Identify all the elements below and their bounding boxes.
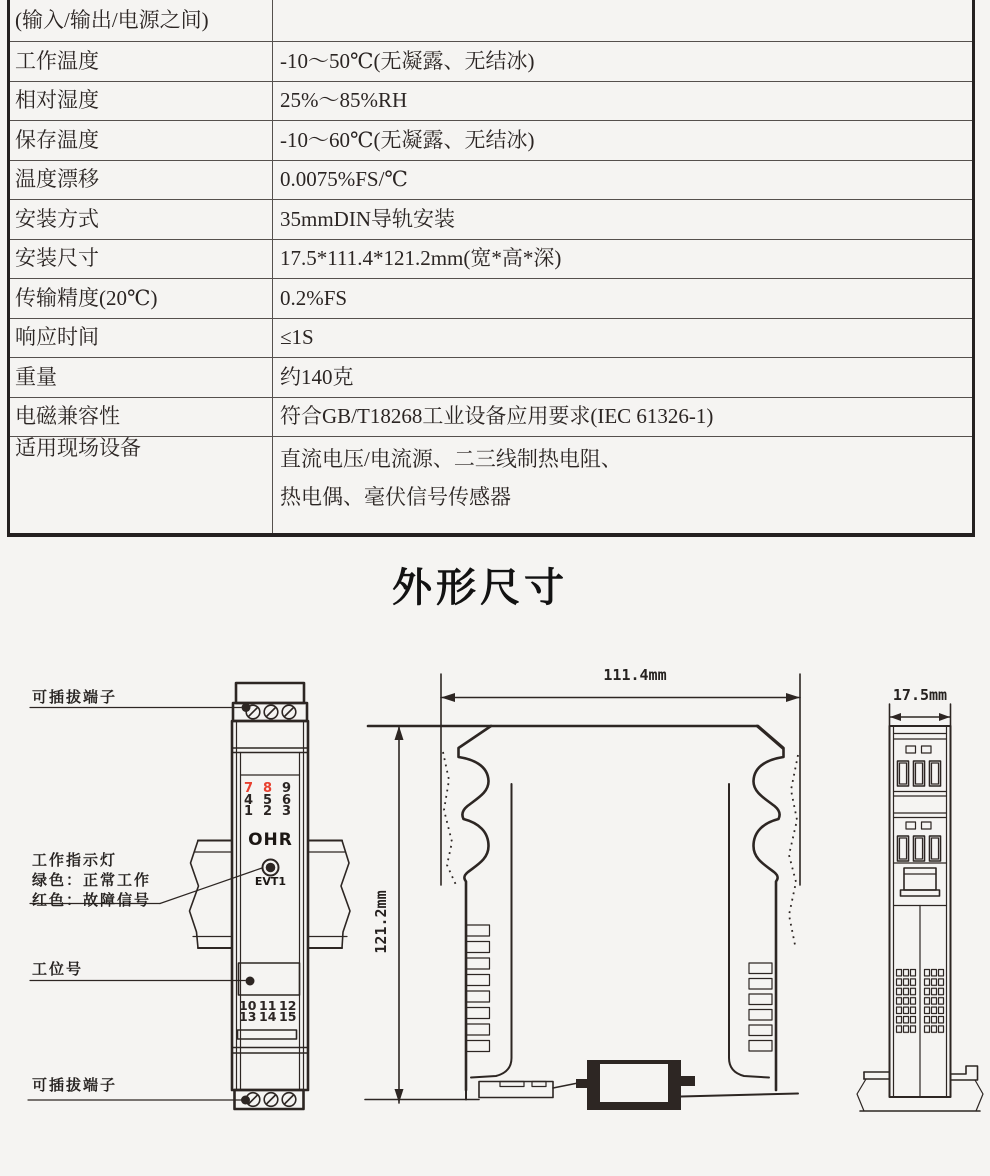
spec-value-line1: 直流电压/电流源、二三线制热电阻、 — [280, 447, 622, 471]
dim-height-label: 121.2mm — [372, 890, 390, 954]
table-row — [10, 81, 972, 121]
table-row — [10, 357, 972, 397]
drawing-lineart — [0, 660, 990, 1176]
spec-label: 传输精度(20℃) — [10, 279, 273, 318]
vent-slots-right — [749, 963, 772, 1051]
terminal-number: 8 — [263, 781, 273, 796]
table-row — [10, 239, 972, 279]
spec-value: 35mmDIN导轨安装 — [280, 206, 455, 231]
bottom-slide-lock — [466, 1081, 588, 1100]
terminal-number: 9 — [282, 781, 292, 796]
table-row — [10, 0, 972, 41]
terminal-number: 10 — [239, 998, 257, 1013]
label-indicator-line1: 工作指示灯 — [32, 851, 118, 869]
spec-label: 响应时间 — [10, 319, 273, 358]
label-indicator-line2: 绿色：正常工作 — [32, 871, 152, 889]
top-tab — [236, 683, 304, 703]
vent-slots-left — [467, 925, 490, 1052]
table-row — [10, 278, 972, 318]
terminal-numbers-bottom — [239, 998, 299, 1024]
terminal-number: 2 — [263, 804, 273, 819]
table-row — [10, 436, 972, 533]
status-led — [266, 863, 276, 873]
table-row — [10, 41, 972, 81]
vent-holes-left — [896, 968, 917, 1034]
spec-value — [273, 0, 972, 41]
spec-label: 温度漂移 — [10, 161, 273, 200]
label-pluggable-terminal-top: 可插拔端子 — [32, 688, 118, 706]
leader-dot-station — [246, 977, 255, 986]
label-indicator-line3: 红色：故障信号 — [32, 891, 152, 909]
spec-label: 保存温度 — [10, 121, 273, 160]
table-row — [10, 397, 972, 437]
dim-depth-lines — [890, 704, 951, 728]
spec-value: 0.0075%FS/℃ — [280, 167, 408, 192]
table-row — [10, 318, 972, 358]
label-pluggable-terminal-bottom: 可插拔端子 — [32, 1076, 118, 1094]
spec-value: 约140克 — [280, 364, 354, 389]
spec-table — [7, 0, 975, 537]
label-holder — [901, 868, 940, 896]
terminal-number: 14 — [259, 1008, 277, 1024]
terminal-number: 1 — [244, 804, 254, 819]
dim-depth-label: 17.5mm — [892, 686, 948, 704]
spec-value — [273, 437, 972, 533]
dotted-terminal-right — [789, 755, 798, 945]
table-row — [10, 199, 972, 239]
spec-label: 工作温度 — [10, 42, 273, 81]
spec-label: 安装方式 — [10, 200, 273, 239]
terminal-number: 15 — [279, 1008, 297, 1024]
leader-dot-bottom — [241, 1096, 250, 1105]
end-view — [857, 704, 983, 1111]
terminal-number: 12 — [279, 998, 297, 1013]
din-rail-right — [308, 841, 350, 949]
dotted-terminal-left — [443, 752, 456, 885]
label-indicator — [32, 850, 151, 910]
spec-value: 17.5*111.4*121.2mm(宽*高*深) — [280, 246, 562, 271]
spec-value-line2: 热电偶、毫伏信号传感器 — [280, 485, 511, 509]
terminal-section-lower — [894, 813, 947, 863]
spec-value: 符合GB/T18268工业设备应用要求(IEC 61326-1) — [280, 404, 714, 429]
spec-value: -10～60℃(无凝露、无结冰) — [280, 127, 535, 152]
terminal-number: 13 — [239, 1008, 257, 1024]
terminal-numbers-top — [244, 783, 294, 818]
spec-label: 重量 — [10, 358, 273, 397]
table-row — [10, 160, 972, 200]
spec-value: 25%～85%RH — [280, 88, 408, 113]
terminal-number: 11 — [259, 998, 277, 1013]
led-label: EVT1 — [254, 875, 287, 888]
dimension-diagram — [0, 660, 990, 1176]
terminal-number: 5 — [263, 792, 273, 808]
terminal-number: 3 — [282, 804, 292, 819]
vent-holes-right — [924, 968, 945, 1034]
table-row — [10, 120, 972, 160]
brand-logo: OHR — [248, 830, 293, 850]
spec-label: 相对湿度 — [10, 82, 273, 121]
spec-label: 电磁兼容性 — [10, 398, 273, 437]
spec-value: 0.2%FS — [280, 285, 348, 310]
spec-value: ≤1S — [280, 325, 314, 350]
spec-label: (输入/输出/电源之间) — [10, 0, 273, 41]
spec-label: 安装尺寸 — [10, 240, 273, 279]
terminal-section-upper — [894, 746, 947, 796]
spec-label: 适用现场设备 — [10, 437, 273, 533]
spec-value: -10～50℃(无凝露、无结冰) — [280, 48, 535, 73]
din-clip — [576, 1060, 695, 1110]
bottom-terminal-screws — [246, 1093, 296, 1107]
dim-width-label: 111.4mm — [603, 666, 667, 684]
terminal-number: 6 — [282, 792, 292, 808]
leader-dot-top — [242, 703, 251, 712]
section-title: 外形尺寸 — [392, 565, 568, 611]
dim-width-lines — [441, 674, 800, 885]
din-rail-left — [190, 841, 233, 949]
top-terminal-screws — [246, 705, 296, 719]
terminal-number: 4 — [244, 792, 254, 808]
terminal-number: 7 — [244, 781, 254, 796]
side-view — [365, 674, 800, 1110]
label-station-number: 工位号 — [32, 960, 84, 978]
